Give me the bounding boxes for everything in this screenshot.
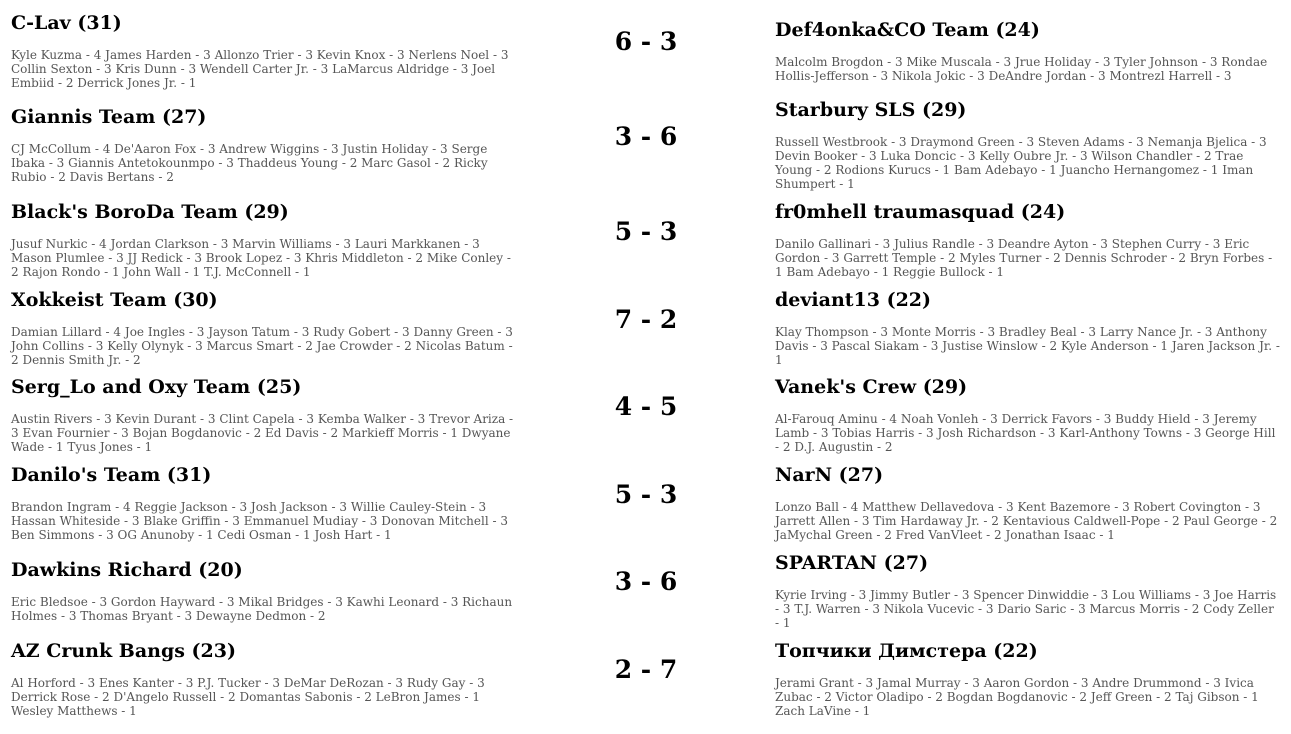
team-roster: Jusuf Nurkic - 4 Jordan Clarkson - 3 Marvin Williams - 3 Lauri Markkanen - 3 Mason Plumlee - 3 JJ Redick - 3 Brook Lopez - 3 Khris Middleton - 2 Mike Conley - 2 Rajon Rondo - 1 John Wall - 1 T.J. McConnell - 1 — [11, 237, 511, 279]
away-team — [775, 376, 1280, 454]
away-team — [775, 552, 1280, 630]
home-team — [11, 289, 516, 367]
away-team — [775, 99, 1280, 191]
away-team — [775, 19, 1280, 83]
team-roster: Kyle Kuzma - 4 James Harden - 3 Allonzo Trier - 3 Kevin Knox - 3 Nerlens Noel - 3 Collin Sexton - 3 Kris Dunn - 3 Wendell Carter Jr. - 3 LaMarcus Aldridge - 3 Joel Embiid - 2 Derrick Jones Jr. - 1 — [11, 48, 509, 90]
team-roster: Damian Lillard - 4 Joe Ingles - 3 Jayson Tatum - 3 Rudy Gobert - 3 Danny Green - 3 John Collins - 3 Kelly Olynyk - 3 Marcus Smart - 2 Jae Crowder - 2 Nicolas Batum - 2 Dennis Smith Jr. - 2 — [11, 325, 513, 367]
team-roster: Austin Rivers - 3 Kevin Durant - 3 Clint Capela - 3 Kemba Walker - 3 Trevor Ariza - 3 Evan Fournier - 3 Bojan Bogdanovic - 2 Ed Davis - 2 Markieff Morris - 1 Dwyane Wade - 1 Tyus Jones - 1 — [11, 412, 514, 454]
team-name: NarN (27) — [775, 464, 884, 486]
team-roster: Klay Thompson - 3 Monte Morris - 3 Bradley Beal - 3 Larry Nance Jr. - 3 Anthony Davis - 3 Pascal Siakam - 3 Justise Winslow - 2 Kyle Anderson - 1 Jaren Jackson Jr. - 1 — [775, 325, 1280, 367]
team-name: Xokkeist Team (30) — [11, 289, 218, 311]
match-score: 6 - 3 — [614, 27, 678, 56]
team-name: AZ Crunk Bangs (23) — [11, 640, 236, 662]
home-team — [11, 12, 516, 90]
home-team — [11, 559, 516, 623]
match-score: 3 - 6 — [614, 122, 678, 151]
team-name: Vanek's Crew (29) — [775, 376, 968, 398]
team-roster: Malcolm Brogdon - 3 Mike Muscala - 3 Jrue Holiday - 3 Tyler Johnson - 3 Rondae Hollis-Jefferson - 3 Nikola Jokic - 3 DeAndre Jordan - 3 Montrezl Harrell - 3 — [775, 55, 1268, 83]
home-team — [11, 201, 516, 279]
team-roster: Danilo Gallinari - 3 Julius Randle - 3 Deandre Ayton - 3 Stephen Curry - 3 Eric Gordon - 3 Garrett Temple - 2 Myles Turner - 2 Dennis Schroder - 2 Bryn Forbes - 1 Bam Adebayo - 1 Reggie Bullock - 1 — [775, 237, 1273, 279]
match-score: 7 - 2 — [614, 305, 678, 334]
home-team — [11, 464, 516, 542]
away-team — [775, 640, 1280, 718]
team-name: SPARTAN (27) — [775, 552, 929, 574]
match-score: 3 - 6 — [614, 567, 678, 596]
away-team — [775, 464, 1280, 542]
match-score: 5 - 3 — [614, 480, 678, 509]
team-name: deviant13 (22) — [775, 289, 932, 311]
team-roster: CJ McCollum - 4 De'Aaron Fox - 3 Andrew Wiggins - 3 Justin Holiday - 3 Serge Ibaka - 3 Giannis Antetokounmpo - 3 Thaddeus Young - 2 Marc Gasol - 2 Ricky Rubio - 2 Davis Bertans - 2 — [11, 142, 488, 184]
away-team — [775, 201, 1280, 279]
team-roster: Eric Bledsoe - 3 Gordon Hayward - 3 Mikal Bridges - 3 Kawhi Leonard - 3 Richaun Holmes - 3 Thomas Bryant - 3 Dewayne Dedmon - 2 — [11, 595, 513, 623]
home-team — [11, 376, 516, 454]
team-name: Starbury SLS (29) — [775, 99, 967, 121]
match-score: 4 - 5 — [614, 392, 678, 421]
team-roster: Russell Westbrook - 3 Draymond Green - 3 Steven Adams - 3 Nemanja Bjelica - 3 Devin Booker - 3 Luka Doncic - 3 Kelly Oubre Jr. - 3 Wilson Chandler - 2 Trae Young - 2 Rodions Kurucs - 1 Bam Adebayo - 1 Juancho Hernangomez - 1 Iman Shumpert - 1 — [775, 135, 1267, 191]
team-name: Danilo's Team (31) — [11, 464, 212, 486]
team-name: Def4onka&CO Team (24) — [775, 19, 1040, 41]
team-name: Топчики Димстера (22) — [775, 640, 1038, 662]
team-roster: Kyrie Irving - 3 Jimmy Butler - 3 Spencer Dinwiddie - 3 Lou Williams - 3 Joe Harris - 3 T.J. Warren - 3 Nikola Vucevic - 3 Dario Saric - 3 Marcus Morris - 2 Cody Zeller - 1 — [775, 588, 1277, 630]
team-name: Giannis Team (27) — [11, 106, 207, 128]
match-score: 2 - 7 — [614, 655, 678, 684]
team-roster: Brandon Ingram - 4 Reggie Jackson - 3 Josh Jackson - 3 Willie Cauley-Stein - 3 Hassan Whiteside - 3 Blake Griffin - 3 Emmanuel Mudiay - 3 Donovan Mitchell - 3 Ben Simmons - 3 OG Anunoby - 1 Cedi Osman - 1 Josh Hart - 1 — [11, 500, 509, 542]
team-roster: Lonzo Ball - 4 Matthew Dellavedova - 3 Kent Bazemore - 3 Robert Covington - 3 Jarrett Allen - 3 Tim Hardaway Jr. - 2 Kentavious Caldwell-Pope - 2 Paul George - 2 JaMychal Green - 2 Fred VanVleet - 2 Jonathan Isaac - 1 — [775, 500, 1278, 542]
team-roster: Al-Farouq Aminu - 4 Noah Vonleh - 3 Derrick Favors - 3 Buddy Hield - 3 Jeremy Lamb - 3 Tobias Harris - 3 Josh Richardson - 3 Karl-Anthony Towns - 3 George Hill - 2 D.J. Augustin - 2 — [775, 412, 1276, 454]
team-name: Serg_Lo and Oxy Team (25) — [11, 376, 302, 398]
team-name: Black's BoroDa Team (29) — [11, 201, 289, 223]
team-name: C-Lav (31) — [11, 12, 122, 34]
team-roster: Al Horford - 3 Enes Kanter - 3 P.J. Tucker - 3 DeMar DeRozan - 3 Rudy Gay - 3 Derrick Rose - 2 D'Angelo Russell - 2 Domantas Sabonis - 2 LeBron James - 1 Wesley Matthews - 1 — [11, 676, 485, 718]
home-team — [11, 106, 516, 184]
home-team — [11, 640, 516, 718]
team-name: fr0mhell traumasquad (24) — [775, 201, 1066, 223]
away-team — [775, 289, 1280, 367]
team-name: Dawkins Richard (20) — [11, 559, 243, 581]
team-roster: Jerami Grant - 3 Jamal Murray - 3 Aaron Gordon - 3 Andre Drummond - 3 Ivica Zubac - 2 Victor Oladipo - 2 Bogdan Bogdanovic - 2 Jeff Green - 2 Taj Gibson - 1 Zach LaVine - 1 — [775, 676, 1259, 718]
match-score: 5 - 3 — [614, 217, 678, 246]
